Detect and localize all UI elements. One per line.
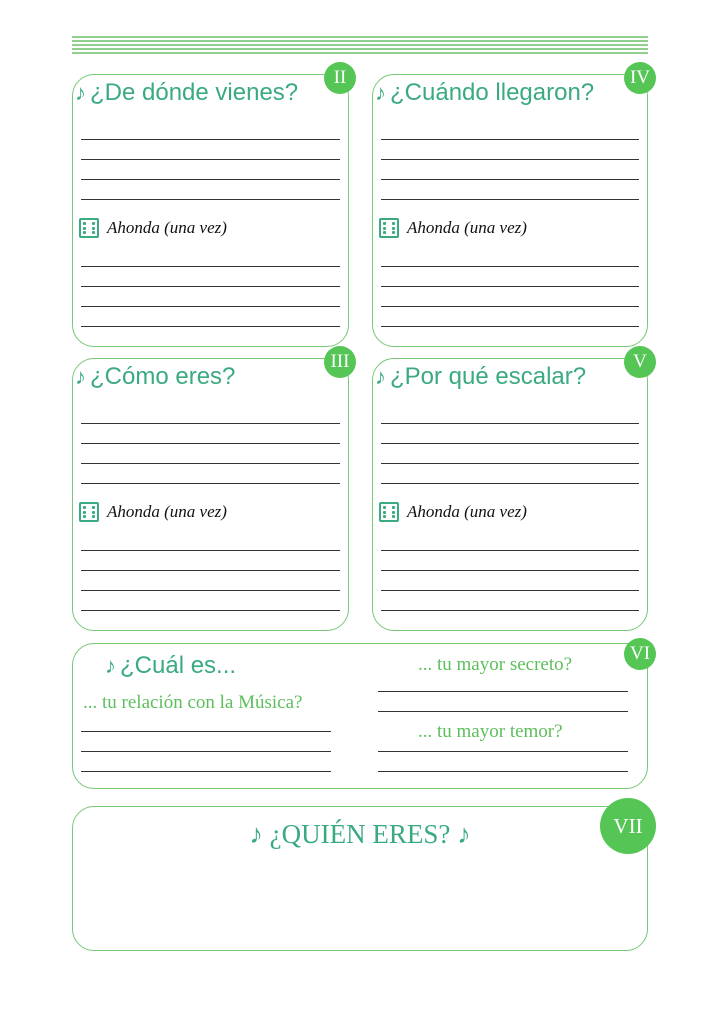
answer-lines[interactable]: [381, 120, 639, 200]
ahonda-lines[interactable]: [381, 247, 639, 327]
badge-vi: VI: [624, 638, 656, 670]
ahonda-label: Ahonda (una vez): [407, 218, 527, 237]
ahonda-row: [79, 502, 227, 522]
badge-iv: IV: [624, 62, 656, 94]
card-cuando-llegaron: [372, 74, 648, 347]
music-note-icon: ♪: [105, 653, 116, 678]
card-como-eres: [72, 358, 349, 631]
fear-label: ... tu mayor temor?: [418, 721, 563, 742]
card-cual-es: [72, 643, 648, 789]
fear-line-1[interactable]: [378, 751, 628, 752]
secret-line-2[interactable]: [378, 711, 628, 712]
ahonda-label: Ahonda (una vez): [107, 502, 227, 521]
ahonda-row: [79, 218, 227, 238]
music-note-icon: ♪: [75, 364, 86, 389]
answer-lines[interactable]: [381, 404, 639, 484]
ahonda-label: Ahonda (una vez): [107, 218, 227, 237]
quien-title: ♪ ¿QUIÉN ERES? ♪: [249, 819, 471, 849]
dice-icon: [79, 502, 99, 522]
secret-label: ... tu mayor secreto?: [418, 654, 573, 675]
dice-icon: [79, 218, 99, 238]
fear-line-2[interactable]: [378, 771, 628, 772]
dice-icon: [379, 218, 399, 238]
badge-vii: VII: [600, 798, 656, 854]
ahonda-lines[interactable]: [381, 531, 639, 611]
music-line-2[interactable]: [81, 751, 331, 752]
badge-v: V: [624, 346, 656, 378]
dice-icon: [379, 502, 399, 522]
music-note-icon: ♪: [75, 80, 86, 105]
ahonda-lines[interactable]: [81, 247, 340, 327]
answer-lines[interactable]: [81, 404, 340, 484]
ahonda-label: Ahonda (una vez): [407, 502, 527, 521]
ahonda-lines[interactable]: [81, 531, 340, 611]
answer-lines[interactable]: [81, 120, 340, 200]
card-por-que-escalar: [372, 358, 648, 631]
secret-line-1[interactable]: [378, 691, 628, 692]
badge-ii: II: [324, 62, 356, 94]
card-title: ♪ ¿Por qué escalar?: [375, 363, 587, 390]
ahonda-row: [379, 218, 527, 238]
card-de-donde-vienes: [72, 74, 349, 347]
card-title: ♪ ¿De dónde vienes?: [75, 79, 299, 106]
music-note-icon: ♪: [375, 364, 386, 389]
music-line-1[interactable]: [81, 731, 331, 732]
ahonda-row: [379, 502, 527, 522]
music-relation-label: ... tu relación con la Música?: [83, 692, 303, 713]
badge-iii: III: [324, 346, 356, 378]
card-title: ♪ ¿Cuál es...: [105, 652, 237, 679]
card-title: ♪ ¿Cuándo llegaron?: [375, 79, 595, 106]
music-line-3[interactable]: [81, 771, 331, 772]
music-note-icon: ♪: [375, 80, 386, 105]
card-quien-eres[interactable]: [72, 806, 648, 951]
header-stripes: [72, 36, 648, 56]
card-title: ♪ ¿Cómo eres?: [75, 363, 236, 390]
